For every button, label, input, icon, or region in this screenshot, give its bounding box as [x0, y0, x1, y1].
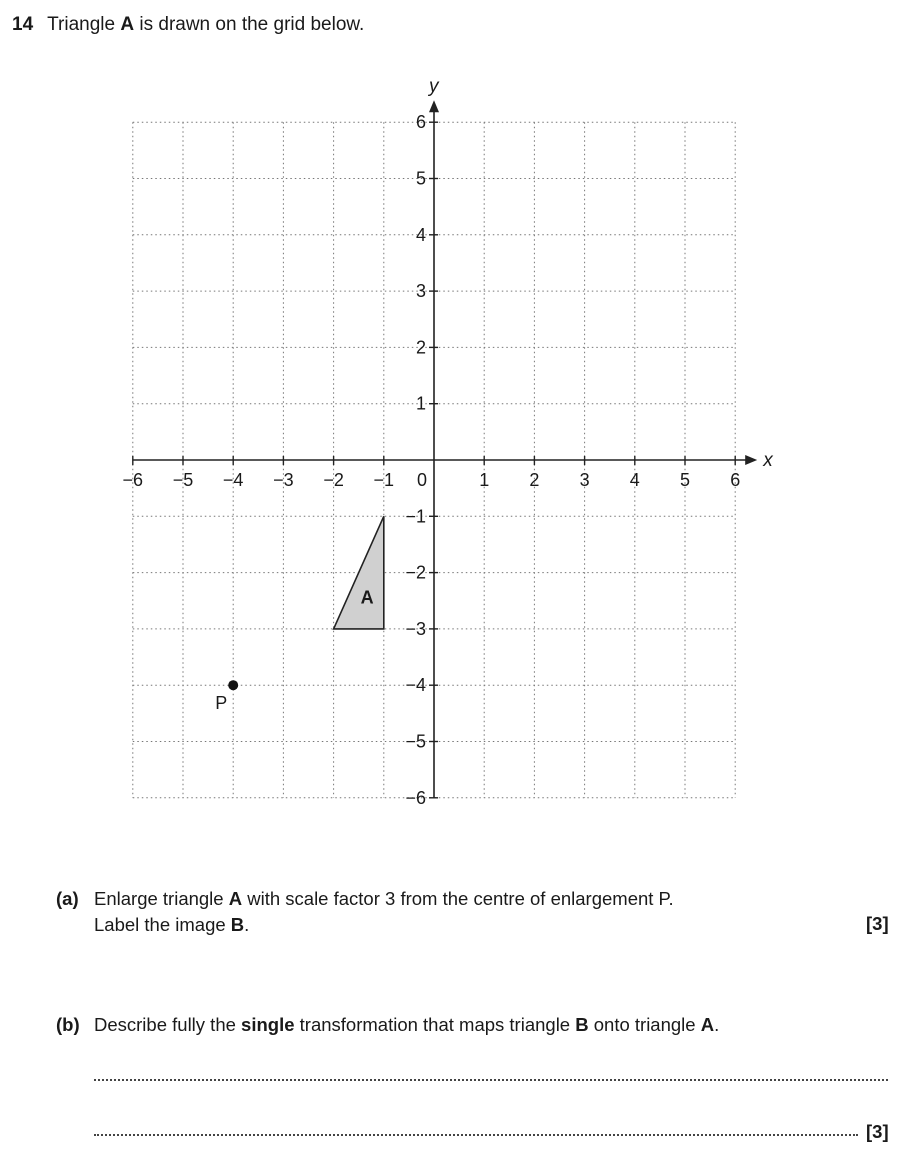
y-tick-label: −4: [405, 675, 426, 696]
part-a-line2-bold: B: [230, 914, 245, 935]
plotted-shapes: [215, 516, 384, 713]
y-tick-label: −3: [405, 618, 426, 639]
part-b-text-mid2: onto triangle: [588, 1014, 701, 1035]
part-a-line2: [94, 912, 249, 938]
y-tick-label: 1: [415, 393, 426, 414]
part-a-line2-before: Label the image: [94, 914, 231, 935]
y-axis-label: y: [429, 76, 439, 98]
part-b: [56, 1012, 720, 1038]
x-tick-label: −5: [172, 470, 194, 490]
y-tick-label: 3: [415, 281, 426, 302]
part-b-bold-a: A: [700, 1014, 715, 1035]
answer-line-2[interactable]: [94, 1134, 858, 1136]
part-a-line1-bold: A: [228, 888, 243, 909]
part-b-text-after: .: [714, 1014, 720, 1035]
part-b-text: [94, 1012, 719, 1038]
answer-line-1[interactable]: [94, 1079, 888, 1081]
point-p: [228, 680, 238, 690]
y-tick-label: 6: [415, 112, 426, 133]
y-tick-label: −1: [405, 506, 426, 527]
part-a-label: (a): [56, 888, 79, 909]
y-tick-label: −5: [405, 731, 426, 752]
y-tick-label: −2: [405, 562, 426, 583]
part-b-text-before: Describe fully the: [94, 1014, 242, 1035]
x-tick-label: 4: [629, 470, 640, 490]
part-a-line1-after: with scale factor 3 from the centre of enlargement P.: [242, 888, 674, 909]
question-text-bold: A: [120, 14, 135, 35]
x-tick-label: 3: [579, 470, 590, 490]
part-b-text-mid: transformation that maps triangle: [294, 1014, 576, 1035]
question-text-after: is drawn on the grid below.: [134, 14, 365, 35]
question-number: 14: [12, 14, 34, 35]
x-axis-arrow: [745, 455, 757, 465]
y-tick-label: 4: [415, 224, 426, 245]
x-tick-label: −4: [222, 470, 244, 490]
x-tick-label: −2: [323, 470, 344, 490]
x-tick-label: −1: [373, 470, 395, 490]
part-b-marks: [3]: [866, 1121, 889, 1142]
part-b-bold-single: single: [241, 1014, 295, 1035]
part-b-bold-b: B: [575, 1014, 589, 1035]
point-p-label: P: [215, 693, 228, 714]
part-a-line2-after: .: [244, 914, 250, 935]
x-tick-label: 1: [479, 470, 490, 490]
x-tick-label: 5: [679, 470, 691, 490]
x-axis-label: x: [763, 450, 773, 471]
part-a-marks: [3]: [866, 913, 889, 934]
part-a: [56, 886, 674, 935]
part-a-line1-before: Enlarge triangle: [94, 888, 229, 909]
question-text-before: Triangle: [47, 14, 121, 35]
x-tick-label: −6: [122, 470, 144, 490]
y-axis-arrow: [429, 100, 439, 112]
part-b-label: (b): [56, 1014, 80, 1035]
x-tick-label: 6: [730, 470, 741, 490]
x-tick-label: −3: [273, 470, 294, 490]
origin-label: 0: [416, 470, 428, 490]
y-tick-label: 2: [415, 337, 426, 358]
y-tick-label: −6: [405, 787, 426, 808]
triangle-a-label: A: [360, 587, 374, 608]
x-tick-label: 2: [529, 470, 540, 490]
part-a-line1: [94, 886, 674, 912]
y-tick-label: 5: [415, 168, 426, 189]
axes: [133, 76, 774, 798]
